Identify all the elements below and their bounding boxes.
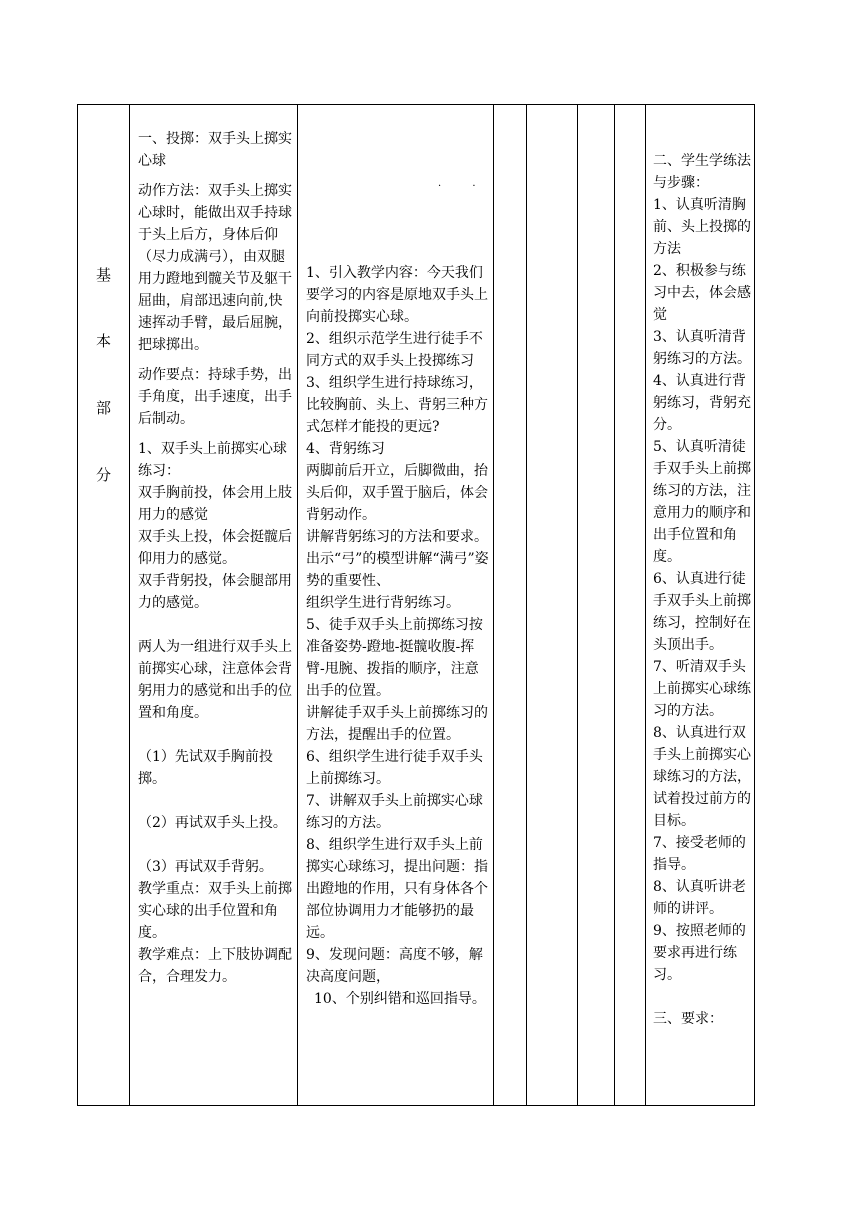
action-method: 动作方法：双手头上掷实心球时，能做出双手持球于头上后方，身体后仰（尽力成满弓），由双腿用力蹬地到髋关节及躯干屈曲，肩部迅速向前,快速挥动手臂，最后屈腕，把球掷出。 [138,183,292,353]
teaching-difficulty: 教学难点：上下肢协调配合，合理发力。 [138,947,292,985]
teacher-step: 出示“弓”的模型讲解“满弓”姿势的重要性、 [306,551,489,589]
practice-line: 双手胸前投，体会用上肢用力的感觉 [138,485,292,523]
table-column-border [754,104,755,1106]
teaching-focus: 教学重点：双手头上前掷实心球的出手位置和角度。 [138,881,292,941]
student-step: 9、按照老师的要求再进行练习。 [653,923,746,983]
decorative-dots: · · [438,181,490,192]
table-column-border [77,104,78,1106]
practice-title: 1、双手头上前掷实心球练习： [138,441,287,479]
student-step: 8、认真进行双手头上前掷实心球练习的方法，试着投过前方的目标。 [653,725,751,829]
practice-step-2: （2）再试双手头上投。 [138,815,287,831]
table-column-border [645,104,646,1106]
student-step: 7、接受老师的指导。 [653,835,746,873]
pair-practice: 两人为一组进行双手头上前掷实心球，注意体会背躬用力的感觉和出手的位置和角度。 [138,639,292,721]
practice-line: 双手头上投，体会挺髋后仰用力的感觉。 [138,529,292,567]
teacher-step: 4、背躬练习 [306,441,385,457]
student-step: 2、积极参与练习中去，体会感觉 [653,263,751,323]
table-column-border [614,104,615,1106]
table-column-border [526,104,527,1106]
content-title: 一、投掷：双手头上掷实心球 [138,131,292,169]
teacher-step: 3、组织学生进行持球练习，比较胸前、头上、背躬三种方式怎样才能投的更远? [306,375,488,435]
teacher-step: 讲解徒手双手头上前掷练习的方法，提醒出手的位置。 [306,705,488,743]
student-title: 二、学生学练法与步骤： [653,153,751,191]
section-label-char: 基 [95,266,111,284]
section-label-char: 本 [95,332,111,350]
teacher-step: 5、徒手双手头上前掷练习按准备姿势-蹬地-挺髋收腹-挥臂-甩腕、拨指的顺序，注意出手的位置。 [306,617,483,699]
student-column [653,150,751,1030]
section-label-char: 部 [95,399,111,417]
teacher-column [306,262,490,1010]
student-step: 3、认真听清背躬练习的方法。 [653,329,751,367]
teacher-step: 8、组织学生进行双手头上前掷实心球练习，提出问题：指出蹬地的作用，只有身体各个部位协调用力才能够扔的最远。 [306,837,488,941]
practice-line: 双手背躬投，体会腿部用力的感觉。 [138,573,292,611]
teacher-step: 两脚前后开立，后脚微曲，抬头后仰，双手置于脑后，体会背躬动作。 [306,463,488,523]
teacher-step: 1、引入教学内容：今天我们要学习的内容是原地双手头上向前投掷实心球。 [306,265,488,325]
student-step: 4、认真进行背躬练习，背躬充分。 [653,373,751,433]
table-column-border [577,104,578,1106]
table-column-border [493,104,494,1106]
teacher-step: 讲解背躬练习的方法和要求。 [306,529,488,545]
student-requirements: 三、要求： [653,1011,723,1027]
table-column-border [297,104,298,1106]
practice-step-3: （3）再试双手背躬。 [138,859,273,875]
teacher-step: 9、发现问题：高度不够，解决高度问题， [306,947,483,985]
teacher-step: 7、讲解双手头上前掷实心球练习的方法。 [306,793,483,831]
action-key-points: 动作要点：持球手势，出手角度，出手速度，出手后制动。 [138,367,292,427]
section-label-char: 分 [95,466,111,484]
content-column [138,128,292,988]
table-bottom-border [77,1105,755,1106]
teacher-step: 10、个别纠错和巡回指导。 [314,991,486,1007]
student-step: 5、认真听清徒手双手头上前掷练习的方法，注意用力的顺序和出手位置和角度。 [653,439,751,565]
teacher-step: 6、组织学生进行徒手双手头上前掷练习。 [306,749,483,787]
student-step: 7、听清双手头上前掷实心球练习的方法。 [653,659,751,719]
teacher-step: 组织学生进行背躬练习。 [306,595,460,611]
practice-step-1: （1）先试双手胸前投掷。 [138,749,273,787]
student-step: 6、认真进行徒手双手头上前掷练习，控制好在头顶出手。 [653,571,751,653]
student-step: 8、认真听讲老师的讲评。 [653,879,746,917]
teacher-step: 2、组织示范学生进行徒手不同方式的双手头上投掷练习 [306,331,483,369]
student-step: 1、认真听清胸前、头上投掷的方法 [653,197,751,257]
table-top-border [77,104,755,105]
table-column-border [129,104,130,1106]
